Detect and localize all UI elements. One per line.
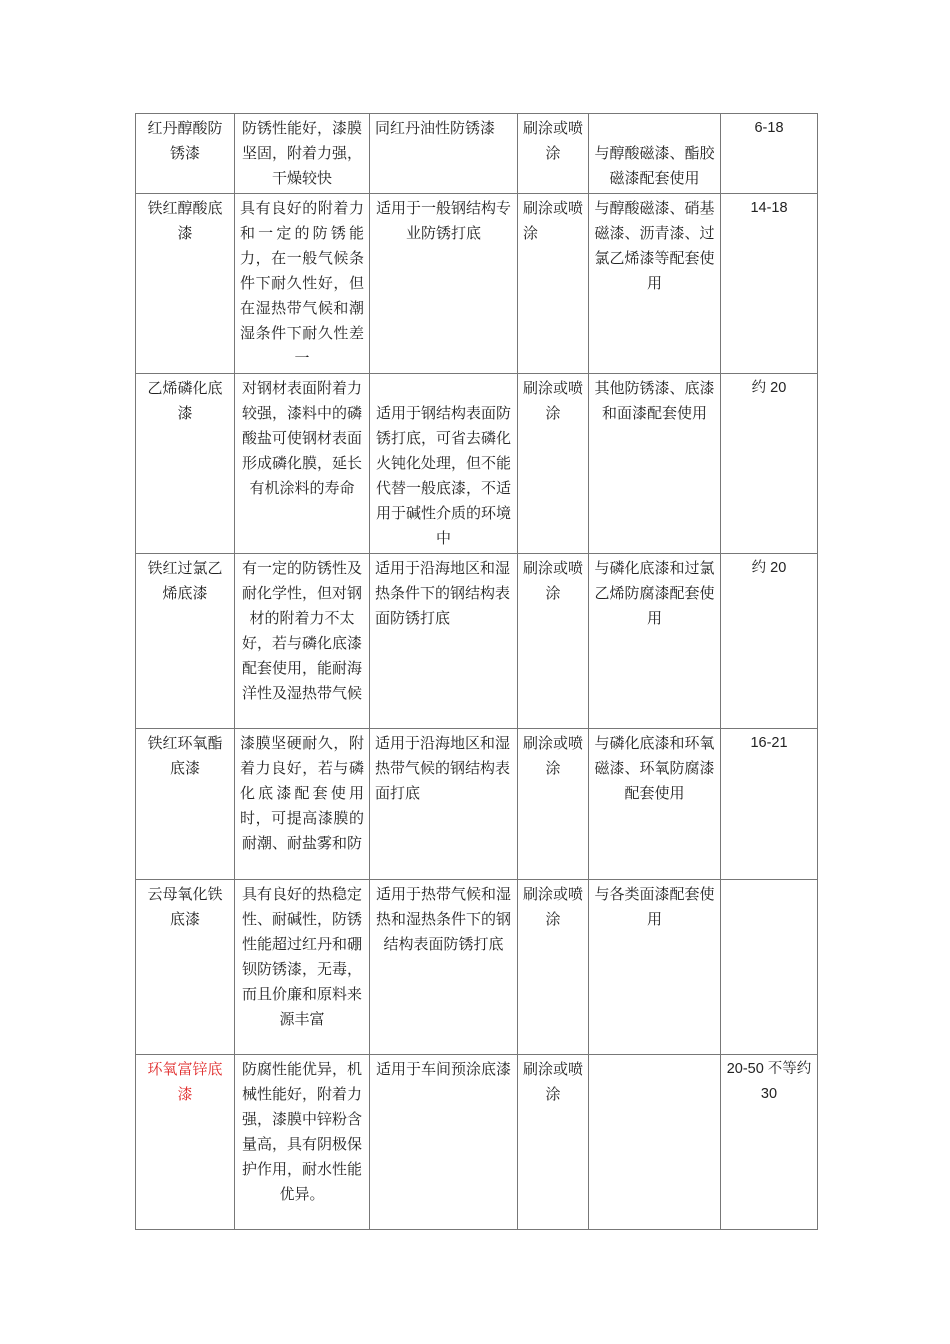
cell-pairing: 与各类面漆配套使用 <box>589 880 721 1055</box>
cell-name: 铁红环氧酯底漆 <box>136 729 235 880</box>
cell-pairing: 与醇酸磁漆、酯胶磁漆配套使用 <box>589 114 721 194</box>
cell-pairing: 其他防锈漆、底漆和面漆配套使用 <box>589 374 721 554</box>
cell-thickness: 约 20 <box>721 554 818 729</box>
cell-method: 刷涂或喷涂 <box>518 554 589 729</box>
cell-pairing <box>589 1055 721 1230</box>
cell-usage: 适用于沿海地区和湿热条件下的钢结构表面防锈打底 <box>370 554 518 729</box>
table-row <box>136 1055 818 1230</box>
table-row <box>136 729 818 880</box>
cell-performance: 防锈性能好，漆膜坚固，附着力强，干燥较快 <box>235 114 370 194</box>
cell-thickness: 6-18 <box>721 114 818 194</box>
cell-name: 乙烯磷化底漆 <box>136 374 235 554</box>
cell-performance: 具有良好的附着力和一定的防锈能力，在一般气候条件下耐久性好，但在湿热带气候和潮湿条件下耐久性差一 <box>235 194 370 374</box>
cell-thickness: 16-21 <box>721 729 818 880</box>
cell-performance: 漆膜坚硬耐久，附着力良好，若与磷化底漆配套使用时，可提高漆膜的耐潮、耐盐雾和防 <box>235 729 370 880</box>
cell-usage: 同红丹油性防锈漆 <box>370 114 518 194</box>
cell-name: 红丹醇酸防锈漆 <box>136 114 235 194</box>
cell-method: 刷涂或喷涂 <box>518 729 589 880</box>
table-row <box>136 880 818 1055</box>
cell-name: 云母氧化铁底漆 <box>136 880 235 1055</box>
cell-usage: 适用于热带气候和湿热和湿热条件下的钢结构表面防锈打底 <box>370 880 518 1055</box>
cell-usage: 适用于钢结构表面防锈打底，可省去磷化火钝化处理，但不能代替一般底漆，不适用于碱性介质的环境中 <box>370 374 518 554</box>
cell-pairing: 与醇酸磁漆、硝基磁漆、沥青漆、过氯乙烯漆等配套使用 <box>589 194 721 374</box>
table-row <box>136 374 818 554</box>
cell-usage: 适用于车间预涂底漆 <box>370 1055 518 1230</box>
cell-performance: 有一定的防锈性及耐化学性，但对钢材的附着力不太好，若与磷化底漆配套使用，能耐海洋性及湿热带气候 <box>235 554 370 729</box>
cell-performance: 对钢材表面附着力较强，漆料中的磷酸盐可使钢材表面形成磷化膜，延长有机涂料的寿命 <box>235 374 370 554</box>
cell-performance: 具有良好的热稳定性、耐碱性，防锈性能超过红丹和硼钡防锈漆，无毒，而且价廉和原料来源丰富 <box>235 880 370 1055</box>
cell-name: 铁红过氯乙烯底漆 <box>136 554 235 729</box>
table-row <box>136 194 818 374</box>
cell-thickness <box>721 880 818 1055</box>
cell-method: 刷涂或喷涂 <box>518 374 589 554</box>
cell-name: 铁红醇酸底漆 <box>136 194 235 374</box>
cell-method: 刷涂或喷涂 <box>518 1055 589 1230</box>
coating-spec-table <box>135 113 818 1230</box>
cell-method: 刷涂或喷涂 <box>518 114 589 194</box>
cell-pairing: 与磷化底漆和过氯乙烯防腐漆配套使用 <box>589 554 721 729</box>
cell-usage: 适用于一般钢结构专业防锈打底 <box>370 194 518 374</box>
cell-performance: 防腐性能优异，机械性能好，附着力强，漆膜中锌粉含量高，具有阴极保护作用，耐水性能优异。 <box>235 1055 370 1230</box>
cell-thickness: 20-50 不等约 30 <box>721 1055 818 1230</box>
table-row <box>136 554 818 729</box>
cell-method: 刷涂或喷涂 <box>518 880 589 1055</box>
cell-thickness: 14-18 <box>721 194 818 374</box>
cell-usage: 适用于沿海地区和湿热带气候的钢结构表面打底 <box>370 729 518 880</box>
cell-name: 环氧富锌底漆 <box>136 1055 235 1230</box>
table-row <box>136 114 818 194</box>
cell-method: 刷涂或喷涂 <box>518 194 589 374</box>
cell-pairing: 与磷化底漆和环氧磁漆、环氧防腐漆配套使用 <box>589 729 721 880</box>
cell-thickness: 约 20 <box>721 374 818 554</box>
